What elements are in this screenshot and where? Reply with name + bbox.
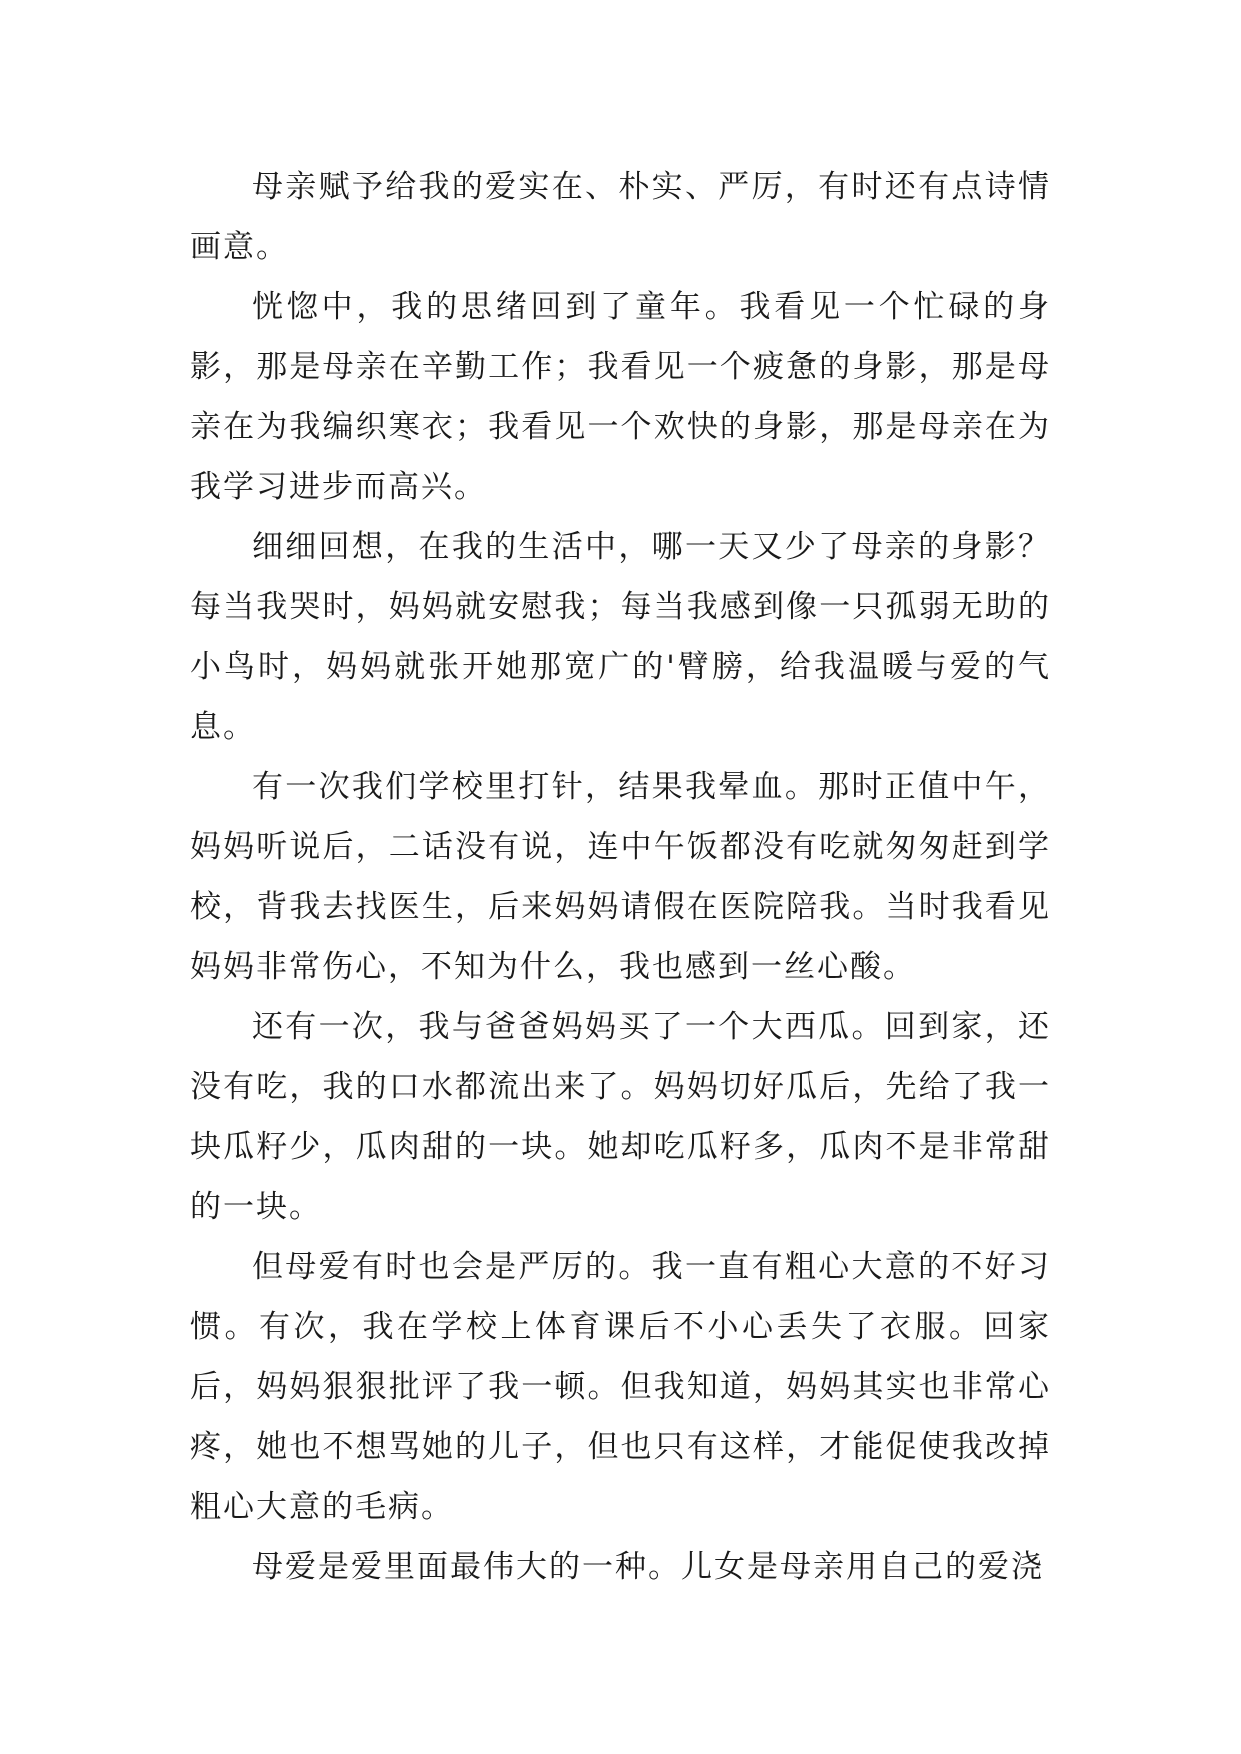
paragraph-2: 恍惚中，我的思绪回到了童年。我看见一个忙碌的身影，那是母亲在辛勤工作；我看见一个疲惫的身影，那是母亲在为我编织寒衣；我看见一个欢快的身影，那是母亲在为我学习进步而高兴。: [190, 289, 1051, 505]
essay-body: [190, 157, 1051, 1597]
paragraph-3: 细细回想，在我的生活中，哪一天又少了母亲的身影？每当我哭时，妈妈就安慰我；每当我感到像一只孤弱无助的小鸟时，妈妈就张开她那宽广的'臂膀，给我温暖与爱的气息。: [190, 529, 1051, 745]
paragraph-7: 母爱是爱里面最伟大的一种。儿女是母亲用自己的爱浇: [252, 1549, 1044, 1585]
paragraph-4: 有一次我们学校里打针，结果我晕血。那时正值中午，妈妈听说后，二话没有说，连中午饭都没有吃就匆匆赶到学校，背我去找医生，后来妈妈请假在医院陪我。当时我看见妈妈非常伤心，不知为什么，我也感到一丝心酸。: [190, 769, 1051, 985]
paragraph-5: 还有一次，我与爸爸妈妈买了一个大西瓜。回到家，还没有吃，我的口水都流出来了。妈妈切好瓜后，先给了我一块瓜籽少，瓜肉甜的一块。她却吃瓜籽多，瓜肉不是非常甜的一块。: [190, 1009, 1051, 1225]
paragraph-1: 母亲赋予给我的爱实在、朴实、严厉，有时还有点诗情画意。: [190, 169, 1051, 265]
paragraph-6: 但母爱有时也会是严厉的。我一直有粗心大意的不好习惯。有次，我在学校上体育课后不小心丢失了衣服。回家后，妈妈狠狠批评了我一顿。但我知道，妈妈其实也非常心疼，她也不想骂她的儿子，但也只有这样，才能促使我改掉粗心大意的毛病。: [190, 1249, 1051, 1525]
